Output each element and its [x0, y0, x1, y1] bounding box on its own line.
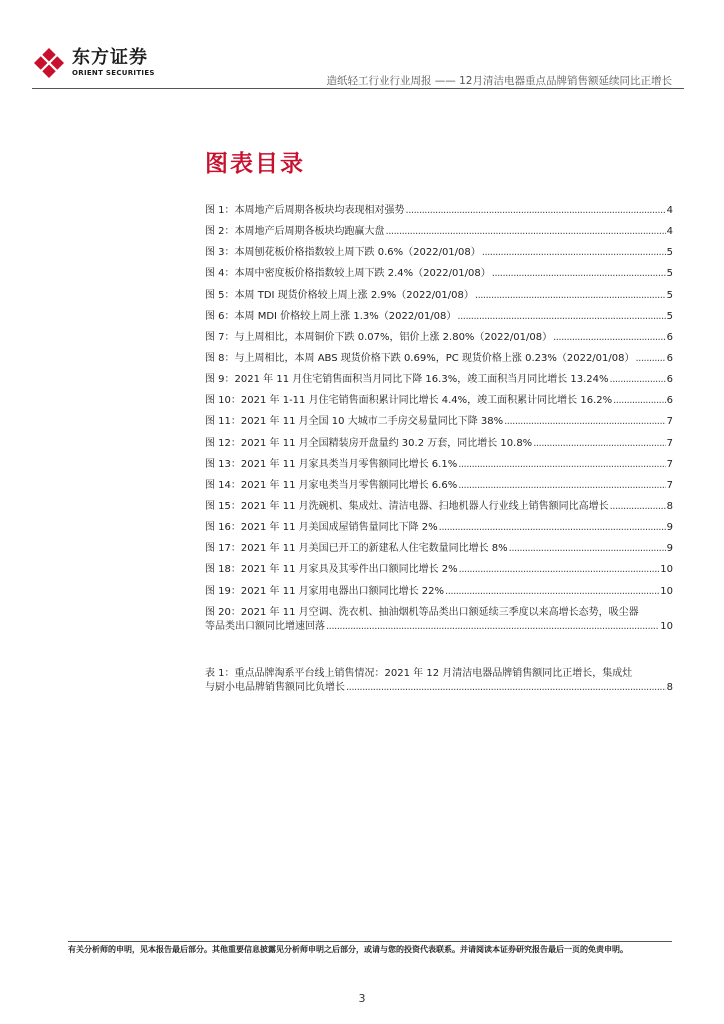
toc-entry-text: 图 15：2021 年 11 月洗碗机、集成灶、清洁电器、扫地机器人行业线上销售额同比高增长 [205, 500, 609, 512]
toc-entry-text: 图 11：2021 年 11 月全国 10 大城市二手房交易量同比下降 38% [205, 416, 504, 428]
toc-entry-text: 图 10：2021 年 1-11 月住宅销售面积累计同比增长 4.4%，竣工面积累计同比增长 16.2% [205, 395, 613, 407]
toc-entry-page: 6 [666, 395, 673, 407]
toc-entry[interactable] [205, 246, 673, 260]
report-header-title: 造纸轻工行业行业周报 —— 12月清洁电器重点品牌销售额延续同比正增长 [326, 75, 672, 87]
toc-heading: 图表目录 [205, 151, 305, 177]
toc-entry-page: 4 [666, 226, 673, 238]
toc-entry[interactable] [205, 352, 673, 366]
toc-entry-page: 6 [666, 352, 673, 364]
dot-leader [553, 331, 666, 345]
toc-entry-text: 图 4：本周中密度板价格指数较上周下跌 2.4%（2022/01/08） [205, 268, 491, 280]
dot-leader [445, 585, 659, 599]
dot-leader [458, 458, 665, 472]
toc-entry[interactable] [205, 563, 673, 577]
toc-entry-page: 8 [666, 500, 673, 512]
brand-name-en: ORIENT SECURITIES [72, 69, 155, 77]
toc-entry[interactable] [205, 585, 673, 599]
toc-entry-text: 图 9：2021 年 11 月住宅销售面积当月同比下降 16.3%，竣工面积当月同比增长 13.24% [205, 374, 609, 386]
toc-entry[interactable] [205, 331, 673, 345]
dot-leader [346, 681, 666, 695]
toc-entry-page: 9 [666, 522, 673, 534]
toc-entry-page: 5 [666, 268, 673, 280]
dot-leader [459, 563, 660, 577]
toc-entry[interactable] [205, 667, 673, 695]
toc-entry-page: 7 [666, 437, 673, 449]
dot-leader [504, 415, 666, 429]
table-of-contents [205, 204, 673, 702]
toc-entry-page: 8 [666, 681, 673, 693]
toc-entry-page: 10 [660, 585, 673, 597]
toc-entry-text-line1: 图 20：2021 年 11 月空调、洗衣机、抽油烟机等品类出口额延续三季度以来高增长态势，吸尘器 [205, 606, 639, 618]
toc-entry-page: 5 [666, 310, 673, 322]
toc-entry-text-line1: 表 1：重点品牌淘系平台线上销售情况：2021 年 12 月清洁电器品牌销售额同比正增长，集成灶 [205, 667, 633, 679]
toc-entry-text-line2: 等品类出口额同比增速回落 [205, 620, 325, 632]
toc-entry[interactable] [205, 479, 673, 493]
orient-securities-logo-icon [32, 46, 66, 80]
toc-section-gap [205, 641, 673, 667]
toc-entry[interactable] [205, 606, 673, 634]
toc-entry-text: 图 2：本周地产后周期各板块均跑赢大盘 [205, 226, 385, 238]
table-list [205, 667, 673, 695]
dot-leader [636, 352, 666, 366]
dot-leader [482, 246, 666, 260]
toc-entry-text: 图 8：与上周相比，本周 ABS 现货价格下跌 0.69%，PC 现货价格上涨 0.23%（2022/01/08） [205, 352, 635, 364]
footer-divider [68, 941, 672, 942]
toc-entry-page: 6 [666, 374, 673, 386]
dot-leader [457, 310, 665, 324]
toc-entry-text: 图 6：本周 MDI 价格较上周上涨 1.3%（2022/01/08） [205, 310, 457, 322]
toc-entry[interactable] [205, 289, 673, 303]
toc-entry-page: 10 [660, 620, 673, 632]
toc-entry[interactable] [205, 373, 673, 387]
toc-entry[interactable] [205, 204, 673, 218]
toc-entry-page: 10 [660, 564, 673, 576]
toc-entry[interactable] [205, 437, 673, 451]
toc-entry-text: 图 1：本周地产后周期各板块均表现相对强势 [205, 205, 405, 216]
page-number: 3 [358, 992, 366, 1005]
toc-entry-page: 9 [666, 543, 673, 555]
toc-entry-text: 图 7：与上周相比，本周铜价下跌 0.07%，铝价上涨 2.80%（2022/01/08） [205, 331, 553, 343]
toc-entry-page: 5 [666, 289, 673, 301]
header-divider [32, 88, 684, 89]
toc-entry[interactable] [205, 542, 673, 556]
toc-entry-text: 图 17：2021 年 11 月美国已开工的新建私人住宅数量同比增长 8% [205, 543, 508, 555]
toc-entry-text-line2: 与厨小电品牌销售额同比负增长 [205, 681, 345, 693]
toc-entry[interactable] [205, 415, 673, 429]
dot-leader [610, 373, 666, 387]
toc-entry[interactable] [205, 267, 673, 281]
toc-entry-text: 图 13：2021 年 11 月家具类当月零售额同比增长 6.1% [205, 458, 458, 470]
toc-entry[interactable] [205, 458, 673, 472]
figure-list [205, 204, 673, 634]
toc-entry-page: 7 [666, 416, 673, 428]
toc-entry-text: 图 14：2021 年 11 月家电类当月零售额同比增长 6.6% [205, 479, 458, 491]
toc-entry-page: 7 [666, 479, 673, 491]
dot-leader [475, 289, 666, 303]
toc-entry[interactable] [205, 310, 673, 324]
toc-entry-text: 图 16：2021 年 11 月美国成屋销售量同比下降 2% [205, 522, 438, 534]
toc-entry-text: 图 3：本周刨花板价格指数较上周下跌 0.6%（2022/01/08） [205, 247, 481, 259]
toc-entry-text: 图 19：2021 年 11 月家用电器出口额同比增长 22% [205, 585, 445, 597]
toc-entry-page: 7 [666, 458, 673, 470]
dot-leader [326, 620, 659, 634]
brand-logo [32, 46, 155, 80]
toc-entry[interactable] [205, 394, 673, 408]
dot-leader [492, 267, 666, 281]
toc-entry[interactable] [205, 521, 673, 535]
toc-entry-page: 6 [666, 331, 673, 343]
dot-leader [533, 437, 665, 451]
toc-entry-text: 图 5：本周 TDI 现货价格较上周上涨 2.9%（2022/01/08） [205, 289, 474, 301]
toc-entry-page: 4 [666, 205, 673, 216]
dot-leader [406, 204, 666, 218]
dot-leader [458, 479, 665, 493]
dot-leader [613, 394, 666, 408]
dot-leader [610, 500, 666, 514]
toc-entry[interactable] [205, 225, 673, 239]
toc-entry-page: 5 [666, 247, 673, 259]
toc-entry[interactable] [205, 500, 673, 514]
dot-leader [386, 225, 666, 239]
footer-disclaimer: 有关分析师的申明，见本报告最后部分。其他重要信息披露见分析师申明之后部分，或请与您的投资代表联系。并请阅读本证券研究报告最后一页的免责申明。 [68, 945, 628, 954]
dot-leader [509, 542, 666, 556]
toc-entry-text: 图 12：2021 年 11 月全国精装房开盘量约 30.2 万套，同比增长 10.8% [205, 437, 533, 449]
dot-leader [439, 521, 666, 535]
brand-name-cn: 东方证券 [72, 47, 148, 68]
toc-entry-text: 图 18：2021 年 11 月家具及其零件出口额同比增长 2% [205, 564, 458, 576]
